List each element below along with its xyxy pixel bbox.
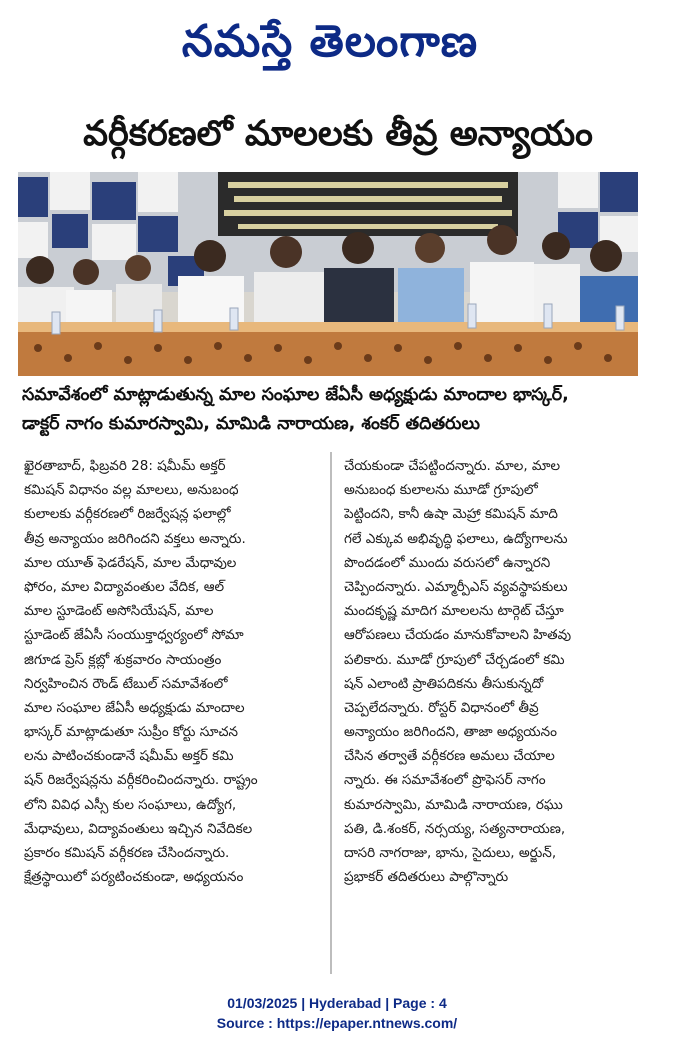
body-line: తీవ్ర అన్యాయం జరిగిందని వక్తలు అన్నారు. xyxy=(24,530,246,547)
body-line: మాల యూత్ ఫెడరేషన్, మాల మేధావుల xyxy=(24,554,237,571)
body-line: లను పాటించకుండానే షమీమ్ అక్తర్ కమి xyxy=(24,748,234,765)
body-line: ప్రభాకర్ తదితరులు పాల్గొన్నారు xyxy=(344,869,509,886)
body-line: కులాలకు వర్గీకరణలో రిజర్వేషన్ల ఫలాల్లో xyxy=(24,506,231,523)
press-club-backdrop-right xyxy=(558,172,638,252)
body-line: లోని వివిధ ఎస్సీ కుల సంఘాలు, ఉద్యోగ, xyxy=(24,796,237,813)
photo-banner xyxy=(218,172,518,236)
body-line: పలికారు. మూడో గ్రూపులో చేర్చడంలో కమి xyxy=(344,651,565,668)
body-line: చెప్పలేదన్నారు. రోస్టర్ విధానంలో తీవ్ర xyxy=(344,699,539,716)
body-line: పెట్టిందని, కానీ ఉషా మెహ్రా కమిషన్ మాది xyxy=(344,506,558,523)
body-line: పొందడంలో ముందు వరుసలో ఉన్నారని xyxy=(344,554,551,571)
footer-date-line: 01/03/2025 | Hyderabad | Page : 4 xyxy=(227,995,447,1011)
article-column-left xyxy=(24,454,324,889)
article-column-right xyxy=(344,454,644,889)
body-line: పతి, డి.శంకర్, నర్సయ్య, సత్యనారాయణ, xyxy=(344,820,566,837)
body-line: కుమారస్వామి, మామిడి నారాయణ, రఘు xyxy=(344,796,563,813)
body-line: షన్ ఎలాంటి ప్రాతిపదికను తీసుకున్నదో xyxy=(344,675,544,692)
body-line: మాల సంఘాల జేఏసీ అధ్యక్షుడు మాందాల xyxy=(24,699,245,716)
body-line: మాల స్టూడెంట్ అసోసియేషన్, మాల xyxy=(24,603,214,620)
body-line: అనుబంధ కులాలను మూడో గ్రూపులో xyxy=(344,482,538,499)
body-line: భాస్కర్ మాట్లాడుతూ సుప్రీం కోర్టు సూచన xyxy=(24,724,238,741)
body-line: చేయకుండా చేపట్టిందన్నారు. మాల, మాల xyxy=(344,458,561,474)
press-meet-photo xyxy=(18,172,638,376)
body-line: అన్యాయం జరిగిందని, తాజా అధ్యయనం xyxy=(344,724,557,741)
body-line: జిగూడ ప్రెస్ క్లబ్లో శుక్రవారం సాయంత్రం xyxy=(24,651,222,668)
article-headline: వర్గీకరణలో మాలలకు తీవ్ర అన్యాయం xyxy=(83,114,593,154)
body-line: ఖైరతాబాద్, ఫిబ్రవరి 28: షమీమ్ అక్తర్ xyxy=(24,458,226,474)
body-line: నిర్వహించిన రౌండ్ టేబుల్ సమావేశంలో xyxy=(24,675,228,692)
masthead-logo: నమస్తే తెలంగాణ xyxy=(181,16,479,67)
caption-line: సమావేశంలో మాట్లాడుతున్న మాల సంఘాల జేఏసీ అధ్యక్షుడు మాందాల భాస్కర్, xyxy=(22,385,569,405)
body-line: కమిషన్ విధానం వల్ల మాలలు, అనుబంధ xyxy=(24,482,239,499)
column-divider xyxy=(330,452,332,974)
footer-source-line: Source : https://epaper.ntnews.com/ xyxy=(216,1015,458,1031)
body-line: న్నారు. ఈ సమావేశంలో ప్రొఫెసర్ నాగం xyxy=(344,772,546,789)
body-line: షన్ రిజర్వేషన్లను వర్గీకరించిందన్నారు. రాష్ట్రం xyxy=(24,772,258,789)
body-line: చేసిన తర్వాతే వర్గీకరణ అమలు చేయాల xyxy=(344,748,555,765)
body-line: ప్రకారం కమిషన్ వర్గీకరణ చేసిందన్నారు. xyxy=(24,845,230,861)
body-line: ఫోరం, మాల విద్యావంతుల వేదిక, ఆల్ xyxy=(24,578,225,595)
body-line: మందకృష్ణ మాదిగ మాలలను టార్గెట్ చేస్తూ xyxy=(344,603,564,620)
body-line: దాసరి నాగరాజు, భాను, సైదులు, అర్జున్, xyxy=(344,845,557,861)
body-line: మేధావులు, విద్యావంతులు ఇచ్చిన నివేదికల xyxy=(24,820,253,837)
body-line: ఆరోపణలు చేయడం మానుకోవాలని హితవు xyxy=(344,627,572,644)
table xyxy=(18,322,638,376)
caption-line: డాక్టర్ నాగం కుమారస్వామి, మామిడి నారాయణ, శంకర్ తదితరులు xyxy=(22,414,480,434)
body-line: స్టూడెంట్ జేఏసీ సంయుక్తాధ్వర్యంలో సోమా xyxy=(24,627,244,644)
body-line: చెప్పిందన్నారు. ఎమ్మార్పీఎస్ వ్యవస్థాపకులు xyxy=(344,578,568,595)
body-line: క్షేత్రస్థాయిలో పర్యటించకుండా, అధ్యయనం xyxy=(24,869,244,886)
body-line: గలే ఎక్కువ అభివృద్ధి ఫలాలు, ఉద్యోగాలను xyxy=(344,530,568,547)
photo-caption xyxy=(22,381,642,443)
article-photo xyxy=(18,172,638,376)
